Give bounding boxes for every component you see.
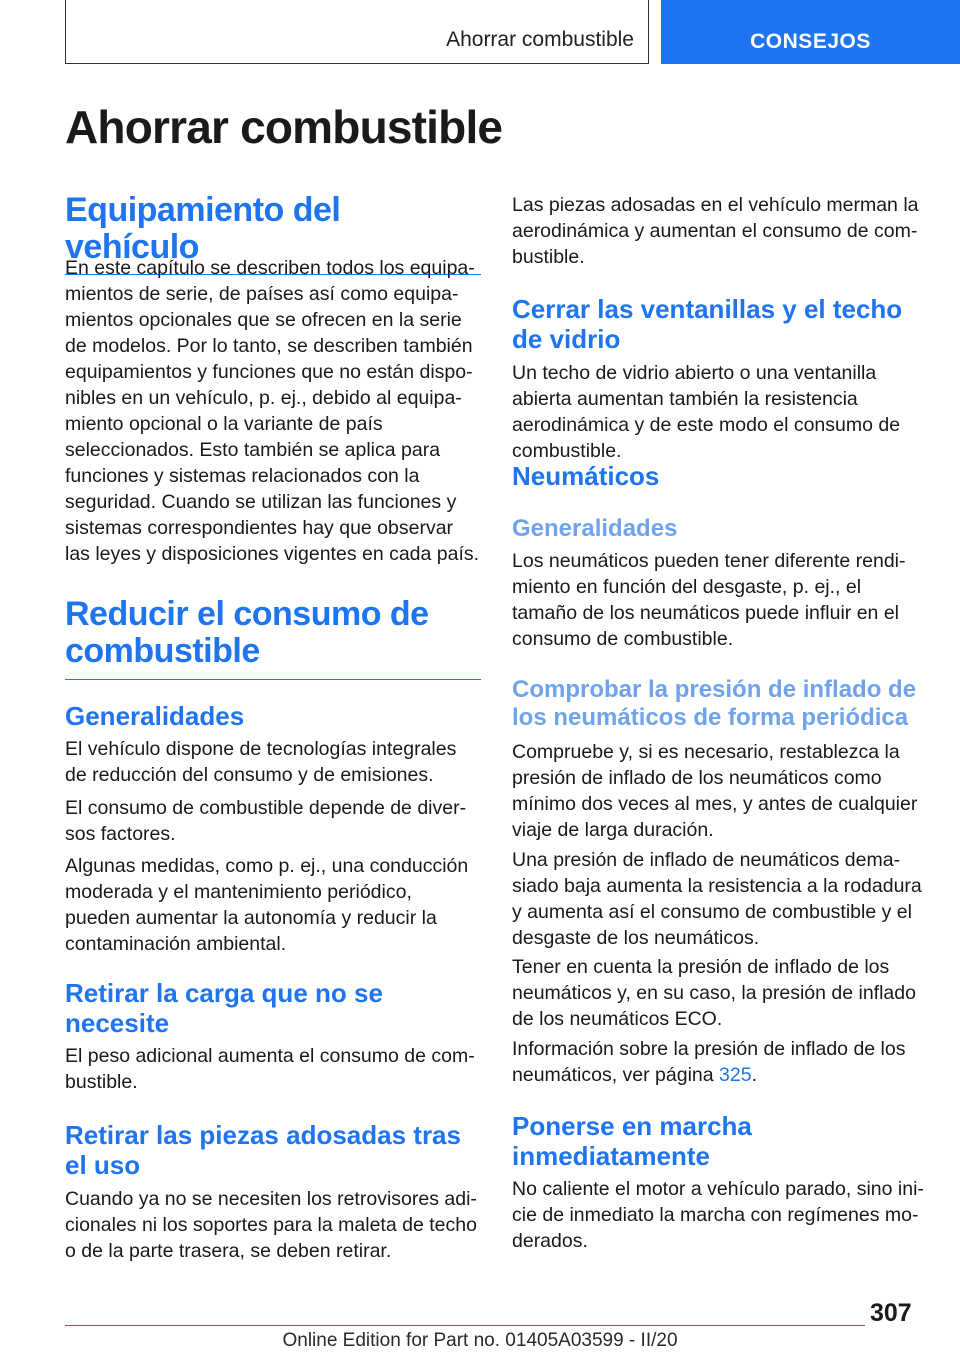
paragraph-ponerse-en-marcha: No caliente el motor a vehículo parado, sino inicie de inmediato la marcha con regímenes moderados. [512, 1178, 924, 1252]
paragraph-cerrar-ventanillas: Un techo de vidrio abierto o una ventanilla abierta aumentan también la resistencia aerodinámica y de este modo el consumo de combustible. [512, 362, 901, 462]
heading-neumaticos-generalidades: Generalidades [512, 515, 678, 542]
heading-comprobar-presion: Comprobar la presión de inflado de los neumáticos de forma periódica [512, 676, 917, 731]
page-title: Ahorrar combustible [65, 101, 503, 153]
heading-generalidades: Generalidades [65, 701, 245, 731]
paragraph-presion-2: Una presión de inflado de neumáticos demasiado baja aumenta la resistencia a la rodadura y aumenta así el consumo de combustible y el desgaste de los neumáticos. [512, 849, 922, 949]
paragraph-equipamiento: En este capítulo se describen todos los equipamientos de serie, de países así como equipamientos opcionales que se ofrecen en la serie de modelos. Por lo tanto, se describen también equipamientos y funciones que no están disponibles en un vehículo, p. ej., debido al equipamiento opcional o la variante de país seleccionados. Esto también se aplica para funciones y sistemas relacionados con la seguridad. Cuando se utilizan las funciones y sistemas correspondientes hay que observar las leyes y disposiciones vigentes en cada país. [65, 257, 480, 565]
paragraph-presion-4-text: Información sobre la presión de inflado de los neumáticos, ver página [512, 1038, 906, 1086]
paragraph-generalidades-2: El consumo de combustible depende de diversos factores. [65, 797, 467, 845]
header-frame [65, 0, 649, 64]
paragraph-generalidades-3: Algunas medidas, como p. ej., una conducción moderada y el mantenimiento periódico, pueden aumentar la autonomía y reducir la contaminación ambiental. [65, 855, 469, 955]
heading-cerrar-ventanillas: Cerrar las ventanillas y el techo de vidrio [512, 294, 903, 354]
footer-edition-text: Online Edition for Part no. 01405A03599 - II/20 [282, 1330, 678, 1351]
heading-ponerse-en-marcha: Ponerse en marcha inmediatamente [512, 1111, 752, 1171]
paragraph-presion-3: Tener en cuenta la presión de inflado de los neumáticos y, en su caso, la presión de inflado de los neumáticos ECO. [512, 956, 916, 1030]
page-number: 307 [870, 1299, 912, 1327]
paragraph-retirar-carga: El peso adicional aumenta el consumo de combustible. [65, 1045, 475, 1093]
paragraph-presion-4-suffix: . [751, 1064, 758, 1086]
footer-rule [65, 1325, 865, 1326]
paragraph-piezas-adosadas: Las piezas adosadas en el vehículo merman la aerodinámica y aumentan el consumo de combustible. [512, 194, 919, 268]
heading-reducir-consumo: Reducir el consumo de combustible [65, 596, 481, 680]
paragraph-presion-1: Compruebe y, si es necesario, restablezca la presión de inflado de los neumáticos como mínimo dos veces al mes, y antes de cualquier viaje de larga duración. [512, 741, 918, 841]
heading-retirar-carga: Retirar la carga que no se necesite [65, 978, 383, 1038]
paragraph-retirar-piezas: Cuando ya no se necesiten los retrovisores adicionales ni los soportes para la maleta de techo o de la parte trasera, se deben retirar. [65, 1188, 477, 1262]
header-chapter-tab[interactable]: CONSEJOS [661, 0, 960, 64]
header-section-title: Ahorrar combustible [446, 28, 634, 51]
heading-neumaticos: Neumáticos [512, 461, 660, 491]
heading-equipamiento: Equipamiento del vehículo [65, 192, 481, 275]
paragraph-generalidades-1: El vehículo dispone de tecnologías integrales de reducción del consumo y de emisiones. [65, 738, 457, 786]
paragraph-neumaticos-generalidades: Los neumáticos pueden tener diferente rendimiento en función del desgaste, p. ej., el tamaño de los neumáticos puede influir en el consumo de combustible. [512, 550, 906, 650]
paragraph-presion-4 [512, 1036, 930, 1088]
heading-retirar-piezas: Retirar las piezas adosadas tras el uso [65, 1120, 461, 1180]
page-reference-link[interactable]: 325 [719, 1064, 752, 1086]
